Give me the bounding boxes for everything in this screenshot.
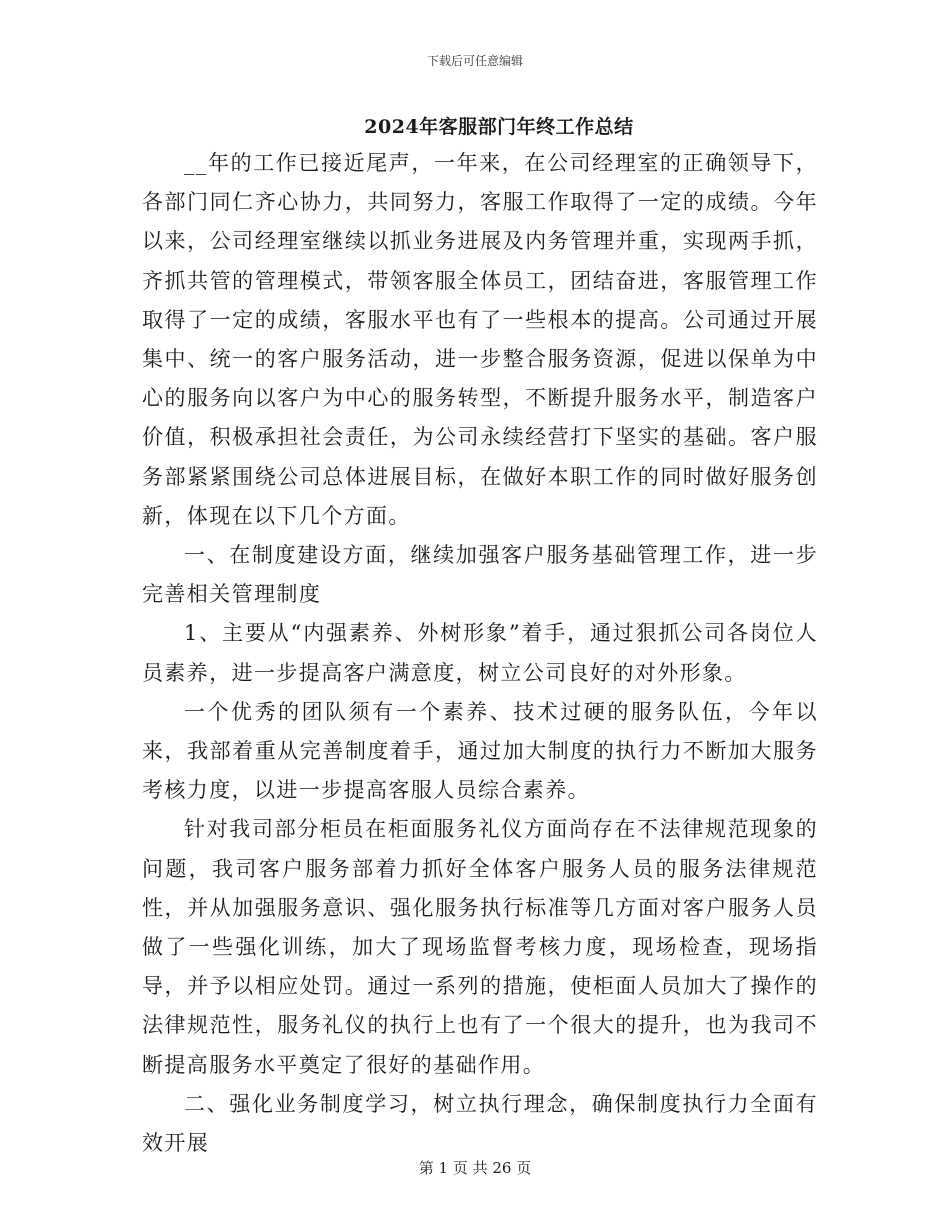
document-title: 2024年客服部门年终工作总结: [364, 116, 634, 138]
document-body: [142, 144, 818, 1163]
paragraph: 一、在制度建设方面，继续加强客户服务基础管理工作，进一步完善相关管理制度: [142, 543, 818, 607]
paragraph: 针对我司部分柜员在柜面服务礼仪方面尚存在不法律规范现象的问题，我司客户服务部着力抓好全体客户服务人员的服务法律规范性，并从加强服务意识、强化服务执行标准等几方面对客户服务人员做了一些强化训练，加大了现场监督考核力度，现场检查，现场指导，并予以相应处罚。通过一系列的措施，使柜面人员加大了操作的法律规范性，服务礼仪的执行上也有了一个很大的提升，也为我司不断提高服务水平奠定了很好的基础作用。: [142, 817, 818, 1077]
page-footer-indicator: 第 1 页 共 26 页: [418, 1159, 532, 1177]
paragraph: __年的工作已接近尾声，一年来，在公司经理室的正确领导下，各部门同仁齐心协力，共同努力，客服工作取得了一定的成绩。今年以来，公司经理室继续以抓业务进展及内务管理并重，实现两手抓，齐抓共管的管理模式，带领客服全体员工，团结奋进，客服管理工作取得了一定的成绩，客服水平也有了一些根本的提高。公司通过开展集中、统一的客户服务活动，进一步整合服务资源，促进以保单为中心的服务向以客户为中心的服务转型，不断提升服务水平，制造客户价值，积极承担社会责任，为公司永续经营打下坚实的基础。客户服务部紧紧围绕公司总体进展目标，在做好本职工作的同时做好服务创新，体现在以下几个方面。: [142, 151, 818, 528]
paragraph: 1、主要从“内强素养、外树形象”着手，通过狠抓公司各岗位人员素养，进一步提高客户满意度，树立公司良好的对外形象。: [142, 621, 818, 685]
page-header-note: 下载后可任意编辑: [426, 54, 523, 68]
paragraph: 二、强化业务制度学习，树立执行理念，确保制度执行力全面有效开展: [142, 1091, 818, 1156]
paragraph: 一个优秀的团队须有一个素养、技术过硬的服务队伍，今年以来，我部着重从完善制度着手，通过加大制度的执行力不断加大服务考核力度，以进一步提高客服人员综合素养。: [142, 699, 818, 803]
